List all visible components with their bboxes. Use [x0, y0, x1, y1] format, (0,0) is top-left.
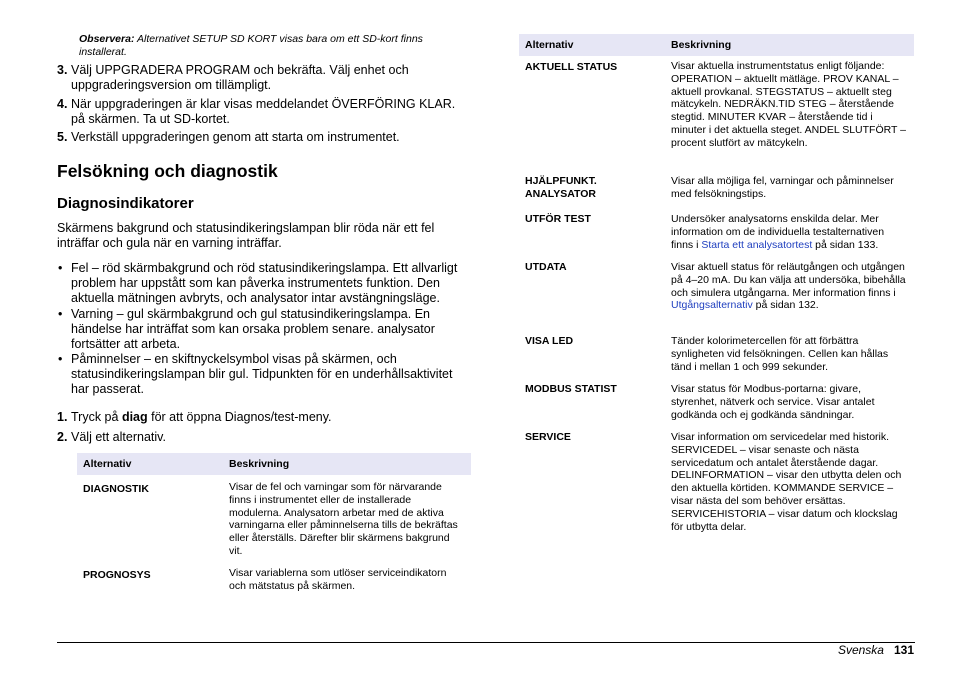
diag-key-label: diag	[121, 410, 148, 424]
bullet-dot: •	[58, 307, 63, 321]
step-1	[57, 410, 471, 425]
step-4	[57, 97, 471, 127]
table-cell-option: MODBUS STATIST	[525, 383, 617, 395]
table-cell-option: VISA LED	[525, 335, 574, 347]
table-header-row	[77, 453, 471, 475]
table-cell-option: AKTUELL STATUS	[525, 61, 618, 73]
table-row	[519, 380, 914, 428]
step-text-pre: Tryck på	[71, 410, 122, 424]
section-title: Felsökning och diagnostik	[57, 161, 278, 181]
table-cell-option: PROGNOSYS	[83, 569, 151, 581]
subsection-title: Diagnosindikatorer	[57, 195, 194, 212]
step-text: När uppgraderingen är klar visas meddelandet ÖVERFÖRING KLAR. på skärmen. Ta ut SD-kortet.	[71, 97, 456, 126]
table-row	[519, 56, 914, 172]
table-cell-option: UTDATA	[525, 261, 567, 273]
step-2	[57, 430, 471, 445]
step-number: 3.	[57, 63, 68, 77]
description-text: på sidan 132.	[752, 299, 819, 312]
option-label-line: ANALYSATOR	[525, 187, 596, 200]
table-cell-option: DIAGNOSTIK	[83, 483, 149, 495]
page-number: 131	[893, 643, 914, 657]
table-cell-option: UTFÖR TEST	[525, 213, 591, 225]
step-3	[57, 63, 471, 93]
table-row	[519, 258, 914, 332]
description-text: Undersöker analysatorns enskilda delar. Mer information om de individuella testalternativen finns i	[671, 213, 885, 251]
table-header-description: Beskrivning	[665, 34, 914, 56]
table-row	[77, 561, 471, 593]
test-options-table	[519, 34, 914, 533]
table-header-option: Alternativ	[77, 453, 223, 475]
note-text: Alternativet SETUP SD KORT visas bara om ett SD-kort finns installerat.	[79, 33, 423, 58]
step-number: 4.	[57, 97, 68, 111]
table-header-row	[519, 34, 914, 56]
footer-divider	[57, 642, 915, 643]
table-row	[77, 475, 471, 561]
table-cell-description: Visar aktuella instrumentstatus enligt följande: OPERATION – aktuellt mätläge. PROV KANAL – aktuell provkanal. STEGSTATUS – aktuellt steg mätcykeln. NEDRÄKN.TID STEG – återstående stegtid. MINUTER KVAR – återstående tid i minuter i det aktuella steget. ANDEL SLUTFÖRT – procent slutfört av mätcykeln.	[671, 60, 906, 149]
table-cell-description: Visar variablerna som utlöser serviceindikatorn och mätstatus på skärmen.	[229, 567, 447, 592]
step-text: Välj UPPGRADERA PROGRAM och bekräfta. Välj enhet och uppgraderingsversion om tillämpligt.	[71, 63, 409, 92]
bullet-text: Varning – gul skärmbakgrund och gul statusindikeringslampa. En händelse har inträffat som kan orsaka problem senare. analysator fortsätter att arbeta.	[71, 307, 435, 351]
table-cell-description: Tänder kolorimetercellen för att förbättra synligheten vid felsökningen. Cellen kan hållas tänd i mellan 1 och 999 sekunder.	[671, 335, 889, 373]
footer-language: Svenska	[837, 643, 884, 657]
bullet-item-warning	[57, 307, 471, 352]
step-text: Välj ett alternativ.	[71, 430, 166, 444]
note	[79, 33, 469, 59]
step-5	[57, 130, 471, 145]
bullet-text: Fel – röd skärmbakgrund och röd statusindikeringslampa. Ett allvarligt problem har uppstått som kan påverka instrumentets funktion. Den aktuella mätningen avbryts, och analysator intar avstängningsläge.	[71, 261, 458, 305]
step-text-post: för att öppna Diagnos/test-meny.	[147, 410, 332, 424]
table-cell-description: Visar information om servicedelar med historik. SERVICEDEL – visar senaste och nästa servicedatum och antalet återstående dagar. DELINFORMATION – visar den utbytta delen och den aktuella körtiden. KOMMANDE SERVICE – visar nästa del som behöver ersättas. SERVICEHISTORIA – visar datum och klockslag för utbytta delar.	[671, 431, 902, 533]
bullet-item-error	[57, 261, 471, 306]
table-cell-description: Visar status för Modbus-portarna: givare, styrenhet, nätverk och service. Visar antalet godkända och ej godkända sändningar.	[671, 383, 875, 421]
option-label-line: HJÄLPFUNKT.	[525, 175, 597, 187]
link-starta-analysatortest[interactable]: Starta ett analysatortest	[701, 238, 813, 251]
table-cell-description	[665, 258, 914, 332]
bullet-item-reminder	[57, 352, 471, 397]
table-cell-option	[519, 172, 665, 210]
step-text	[71, 410, 471, 425]
link-utgangsalternativ[interactable]: Utgångsalternativ	[671, 299, 753, 312]
table-cell-description: Visar de fel och varningar som för närvarande finns i instrumentet eller de installerade modulerna. Analysatorn arbetar med de aktiva varningarna eller påminnelserna tills de bekräftas eller återställs. Därefter blir skärmens bakgrund vit.	[229, 481, 458, 557]
step-number: 5.	[57, 130, 68, 144]
table-cell-description: Visar alla möjliga fel, varningar och påminnelser med felsökningstips.	[671, 175, 894, 200]
note-label: Observera:	[79, 33, 135, 45]
bullet-dot: •	[58, 261, 63, 275]
table-row	[519, 172, 914, 210]
bullet-dot: •	[58, 352, 63, 366]
description-text: på sidan 133.	[812, 238, 879, 251]
step-text: Verkställ uppgraderingen genom att starta om instrumentet.	[71, 130, 400, 144]
diagnostics-options-table	[77, 453, 471, 593]
table-cell-option: SERVICE	[525, 431, 571, 443]
step-number: 1.	[57, 410, 68, 424]
table-row	[519, 210, 914, 258]
bullet-text: Påminnelser – en skiftnyckelsymbol visas på skärmen, och statusindikeringslampan blir gul. Tidpunkten för en underhållsaktivitet har passerat.	[71, 352, 453, 396]
table-row	[519, 332, 914, 380]
table-header-option: Alternativ	[519, 34, 665, 56]
description-text: Visar aktuell status för reläutgången och utgången på 4–20 mA. Du kan välja att undersöka, bibehålla och simulera utgångarna. Mer information finns i	[671, 261, 906, 299]
table-row	[519, 428, 914, 533]
intro-paragraph: Skärmens bakgrund och statusindikeringslampan blir röda när ett fel inträffar och gula när en varning inträffar.	[57, 221, 435, 250]
table-header-description: Beskrivning	[223, 453, 471, 475]
table-cell-description	[665, 210, 914, 258]
page-footer	[838, 643, 914, 657]
step-number: 2.	[57, 430, 68, 444]
